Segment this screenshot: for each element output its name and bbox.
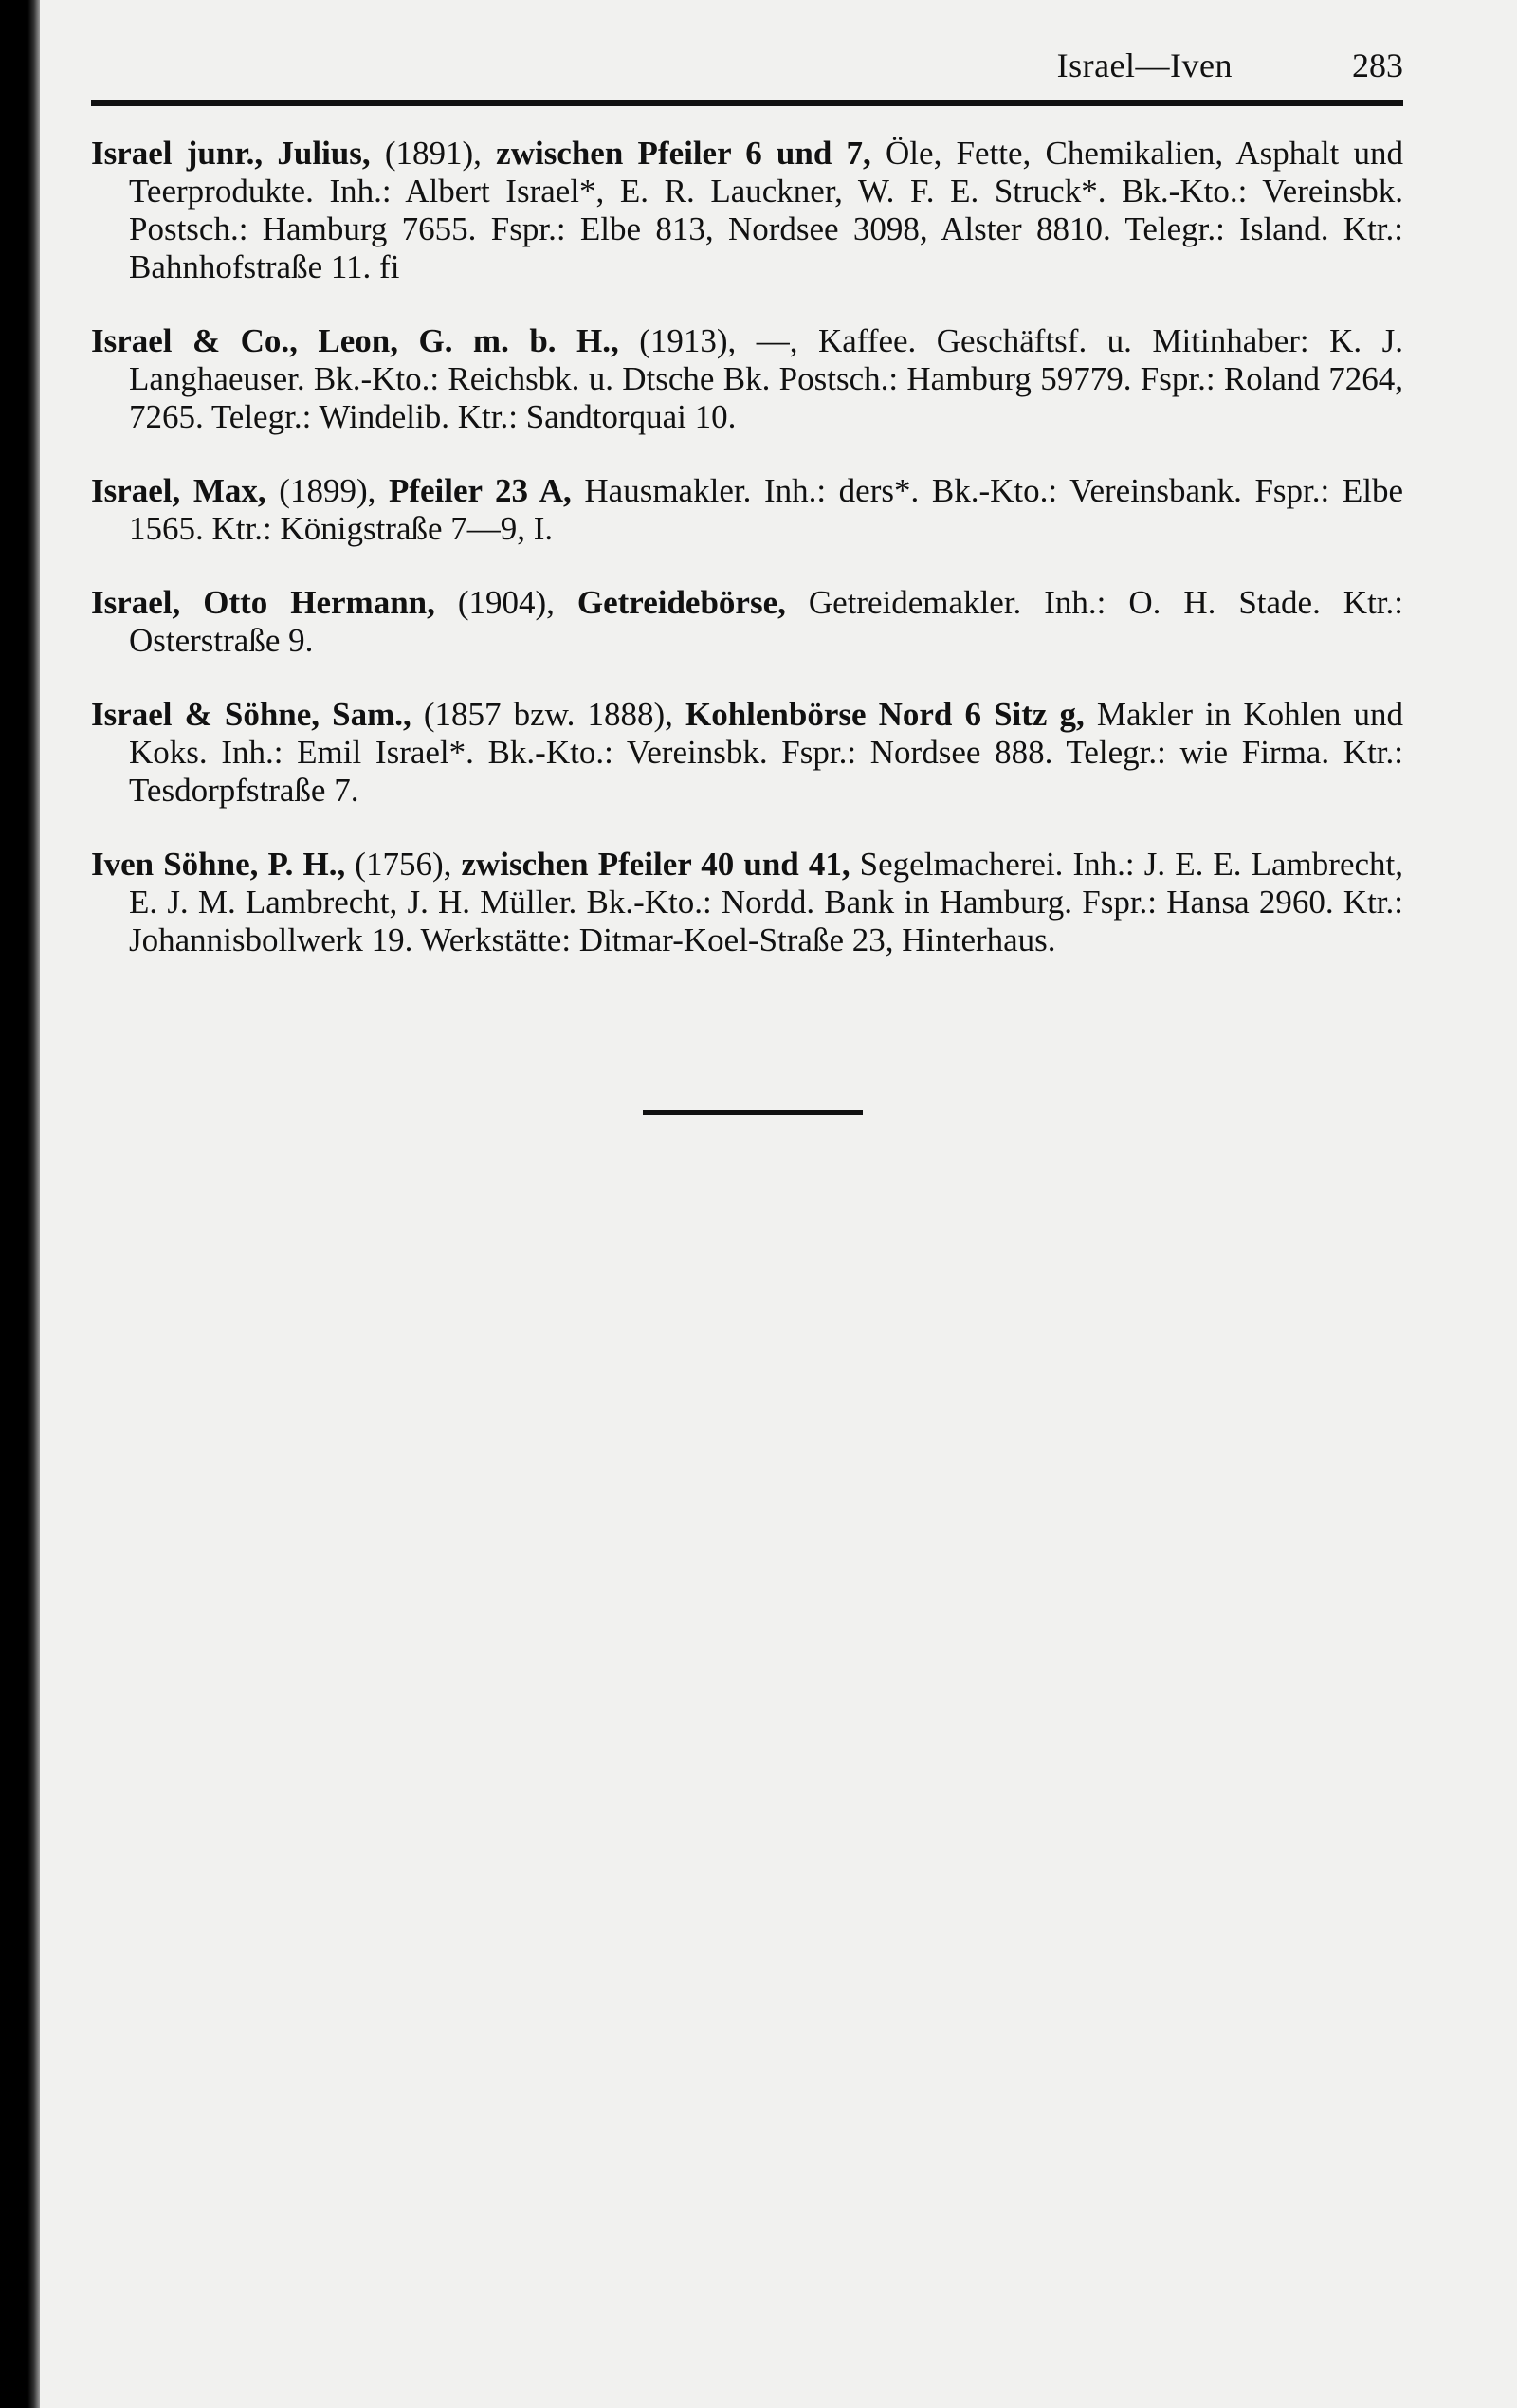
entry-year: (1899), bbox=[265, 472, 389, 509]
directory-entry bbox=[91, 696, 1403, 810]
entry-body: Makler in Kohlen und Koks. Inh.: Emil Israel*. Bk.-Kto.: Vereinsbk. Fspr.: Nordsee 888. Telegr.: wie Firma. Ktr.: Tesdorpfstraße 7. bbox=[129, 696, 1403, 809]
entry-name: Iven Söhne, P. H., bbox=[91, 846, 346, 883]
entry-name: Israel & Co., Leon, G. m. b. H., bbox=[91, 322, 619, 359]
entry-year: (1904), bbox=[434, 584, 577, 621]
entry-year: (1756), bbox=[345, 846, 462, 883]
running-head: Israel—Iven bbox=[1056, 46, 1233, 84]
entry-address: Kohlenbörse Nord 6 Sitz g, bbox=[685, 696, 1085, 733]
directory-entry bbox=[91, 135, 1403, 286]
entry-name: Israel junr., Julius, bbox=[91, 135, 371, 172]
entry-body: —, Kaffee. Geschäftsf. u. Mitinhaber: K. J. Langhaeuser. Bk.-Kto.: Reichsbk. u. Dtsche Bk. Postsch.: Hamburg 59779. Fspr.: Roland 7264, 7265. Telegr.: Windelib. Ktr.: Sandtorquai 10. bbox=[129, 322, 1403, 435]
entry-year: (1857 bzw. 1888), bbox=[411, 696, 685, 733]
entry-name: Israel, Otto Hermann, bbox=[91, 584, 435, 621]
entry-body: Segelmacherei. Inh.: J. E. E. Lambrecht, E. J. M. Lambrecht, J. H. Müller. Bk.-Kto.: Nordd. Bank in Hamburg. Fspr.: Hansa 2960. Ktr.: Johannisbollwerk 19. Werkstätte: Ditmar-Koel-Straße 23, Hinterhaus. bbox=[129, 846, 1403, 958]
page-header bbox=[91, 46, 1403, 100]
entry-address: Getreidebörse, bbox=[576, 584, 786, 621]
entry-year: (1891), bbox=[370, 135, 497, 172]
section-end-rule bbox=[643, 1110, 863, 1115]
entry-body: Öle, Fette, Chemikalien, Asphalt und Teerprodukte. Inh.: Albert Israel*, E. R. Lauckner, W. F. E. Struck*. Bk.-Kto.: Vereinsbk. Postsch.: Hamburg 7655. Fspr.: Elbe 813, Nordsee 3098, Alster 8810. Telegr.: Island. Ktr.: Bahnhofstraße 11. fi bbox=[129, 135, 1403, 285]
directory-entry bbox=[91, 322, 1403, 436]
entry-name: Israel & Söhne, Sam., bbox=[91, 696, 411, 733]
entry-body: Getreidemakler. Inh.: O. H. Stade. Ktr.: Osterstraße 9. bbox=[129, 584, 1403, 659]
directory-entry bbox=[91, 584, 1403, 660]
header-rule bbox=[91, 100, 1403, 106]
directory-entry bbox=[91, 846, 1403, 959]
book-spine-shadow bbox=[0, 0, 40, 2408]
entry-address: zwischen Pfeiler 6 und 7, bbox=[496, 135, 871, 172]
entry-year: (1913), bbox=[618, 322, 757, 359]
entry-address: Pfeiler 23 A, bbox=[388, 472, 572, 509]
directory-entries bbox=[91, 135, 1403, 995]
entry-name: Israel, Max, bbox=[91, 472, 266, 509]
entry-body: Hausmakler. Inh.: ders*. Bk.-Kto.: Vereinsbank. Fspr.: Elbe 1565. Ktr.: Königstraße 7—9, I. bbox=[129, 472, 1403, 547]
entry-address: zwischen Pfeiler 40 und 41, bbox=[461, 846, 850, 883]
page-number: 283 bbox=[1352, 46, 1403, 84]
directory-entry bbox=[91, 472, 1403, 548]
